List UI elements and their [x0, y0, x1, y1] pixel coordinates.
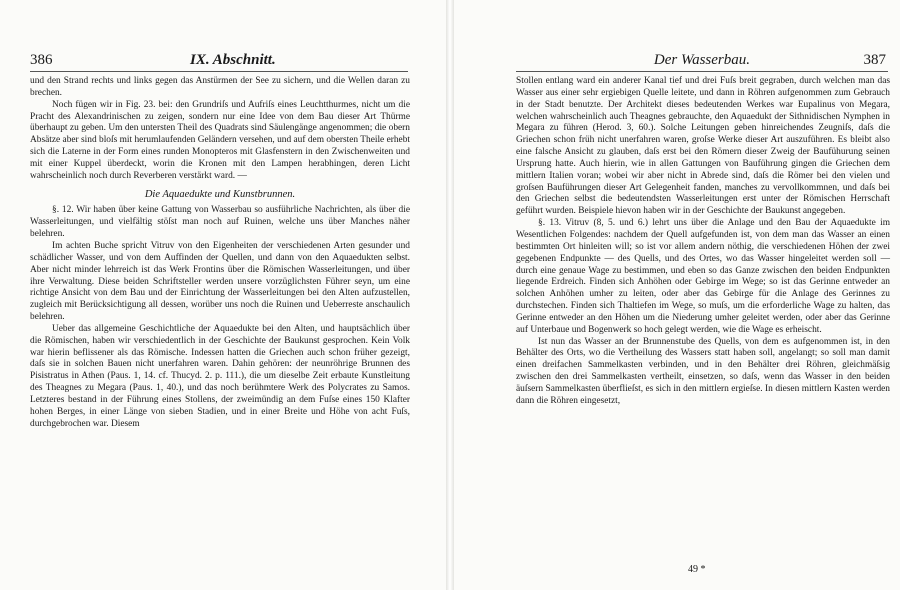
section-title: Die Aquaedukte und Kunstbrunnen. — [144, 188, 296, 200]
right-head-rule — [516, 71, 888, 72]
left-running-head — [0, 52, 446, 70]
left-page — [0, 0, 446, 590]
right-body-text — [516, 76, 890, 408]
left-chapter-title: IX. Abschnitt. — [190, 52, 276, 68]
left-page-number: 386 — [30, 52, 53, 68]
paragraph: Noch fügen wir in Fig. 23. bei: den Grundriſs und Aufriſs eines Leuchtthurmes, nicht um die Pracht des Alexandrinischen zu zeigen, sondern nur eine Idee von dem Bau dieser Art Thürme überhaupt zu geben. Um den untersten Theil des Quadrats sind Säulengänge angenommen; die obern Absätze aber sind bloſs mit herumlaufenden Geländern versehen, und auf dem obersten Theile erhebt sich die Laterne in der Form eines runden Monopteros mit Glasfenstern in den Zwischenweiten und mit einer Kuppel überdeckt, worin die Kronen mit den Lampen herabhingen, deren Licht wahrscheinlich noch durch Reverberen verstärkt ward. — — [30, 99, 410, 181]
paragraph: Ueber das allgemeine Geschichtliche der Aquaedukte bei den Alten, und hauptsächlich über die Römischen, haben wir verschiedentlich in der Geschichte der Baukunst gesprochen. Kein Volk war hierin beflissener als das Römische. Indessen hatten die Griechen auch schon früher gezeigt, daſs sie in solchen Bauen nicht unerfahren waren. Dahin gehören: der neunröhrige Brunnen des Pisistratus in Athen (Paus. 1, 14. cf. Thucyd. 2. p. 111.), die um dieselbe Zeit erbaute Kunstleitung des Theagnes zu Megara (Paus. 1, 40.), und das noch berühmtere Werk des Polycrates zu Samos. Letzteres bestand in der Führung eines Stollens, der zweimündig an dem Fuſse eines 150 Klafter hohen Berges, in einer Länge von sieben Stadien, und in einer Breite und Höhe von acht Fuſs, durchgebrochen war. Diesem — [30, 323, 410, 429]
paragraph: Stollen entlang ward ein anderer Kanal tief und drei Fuſs breit gegraben, durch welchen man das Wasser aus einer sehr ergiebigen Quelle leitete, und dann in Röhren aufgenommen zum Gebrauch in der Stadt benutzte. Der Architekt dieses bedeutenden Werkes war Eupalinus von Megara, welchen wahrscheinlich auch Theagnes gebrauchte, den Aquaedukt der Sithnidischen Nymphen in Megara zu führen (Herod. 3, 60.). Solche Leitungen geben hinreichendes Zeugniſs, daſs die Griechen schon früh nicht unerfahren waren, groſse Werke dieser Art auszuführen. Es bleibt also eine falsche Ansicht zu glauben, daſs erst bei den Römern dieser Zweig der Baufühurung seinen Ursprung hatte. Auch hierin, wie in allen Gattungen von Bauführung gingen die Griechen dem mittlern Italien voran; wobei wir aber nicht in Abrede sind, daſs die Römer bei den vielen und groſsen Bauführungen dieser Art Gelegenheit fanden, manches zu vervollkommnen, und daſs bei den Griechen selbst die bedeutendsten Wasserleitungen erst unter der Römischen Herrschaft geführt wurden. Beispiele hievon haben wir in der Geschichte der Baukunst angegeben. — [516, 76, 890, 217]
book-gutter — [446, 0, 454, 590]
paragraph: Im achten Buche spricht Vitruv von den Eigenheiten der verschiedenen Arten gesunder und schädlicher Wasser, und von dem Auffinden der Quellen, und dann von den Aquaedukten selbst. Aber nicht minder lehrreich ist das Werk Frontins über die Römischen Wasserleitungen, und über ihre Verwaltung. Diese beiden Schriftsteller werden unsere vorzüglichsten Führer seyn, um eine richtige Ansicht von dem Bau und der Einrichtung der Wasserleitungen bei den Alten aufzustellen, zugleich mit Berücksichtigung all dessen, worüber uns noch die Ruinen und Ueberreste anschaulich belehren. — [30, 240, 410, 323]
paragraph: §. 12. Wir haben über keine Gattung von Wasserbau so ausführliche Nachrichten, als über die Wasserleitungen, und vielfältig stöſst man noch auf Ruinen, welche uns über Manches näher belehren. — [30, 205, 410, 240]
signature-mark: 49 * — [688, 564, 706, 575]
right-chapter-title: Der Wasserbau. — [653, 52, 750, 68]
paragraph: Ist nun das Wasser an der Brunnenstube des Quells, von dem es aufgenommen ist, in den Behälter des Orts, wo die Vertheilung des Wassers statt haben soll, angelangt; so soll man damit einen dreifachen Sammelkasten verbinden, und in den Behälter drei Röhren, gleichmäſsig zwischen den drei Sammelkasten vertheilt, einsetzen, so daſs, wenn das Wasser in den beiden äuſsern Sammelkasten überflieſst, es sich in den mittlern ergieſse. In diesen mittlern Kasten werden dann die Röhren eingesetzt, — [516, 336, 890, 406]
paragraph: und den Strand rechts und links gegen das Anstürmen der See zu sichern, und die Wellen daran zu brechen. — [30, 76, 410, 98]
left-body-text — [30, 76, 410, 430]
left-head-rule — [30, 71, 408, 72]
right-page — [454, 0, 900, 590]
paragraph: §. 13. Vitruv (8, 5. und 6.) lehrt uns über die Anlage und den Bau der Aquaedukte im Wesentlichen Folgendes: nachdem der Quell aufgefunden ist, von dem man das Wasser an einen bestimmten Ort hinleiten will; so ist vor allem andern nöthig, die verschiedenen Höhen der zwei gegebenen Endpunkte — des Quells, und des Ortes, wo das Wasser hingeleitet werden soll — durch eine genaue Wage zu bestimmen, und eben so das Ganze zwischen den beiden Endpunkten liegende Erdreich. Finden sich Anhöhen oder Gebirge im Wege; so ist das Gerinne entweder an solchen Anhöhen umher zu leiten, oder aber das Gebirge für die Anlage des Gerinnes zu durchstechen. Finden sich Thaltiefen im Wege, so muſs, um die erforderliche Wage zu halten, das Gerinne entweder an den Höhen um die Niederung umher geleitet werden, oder aber das Gerinne auf Unterbaue und Bogenwerk so hoch gelegt werden, wie die Wage es erheischt. — [516, 218, 890, 335]
right-page-number: 387 — [863, 52, 886, 68]
right-running-head — [454, 52, 900, 70]
